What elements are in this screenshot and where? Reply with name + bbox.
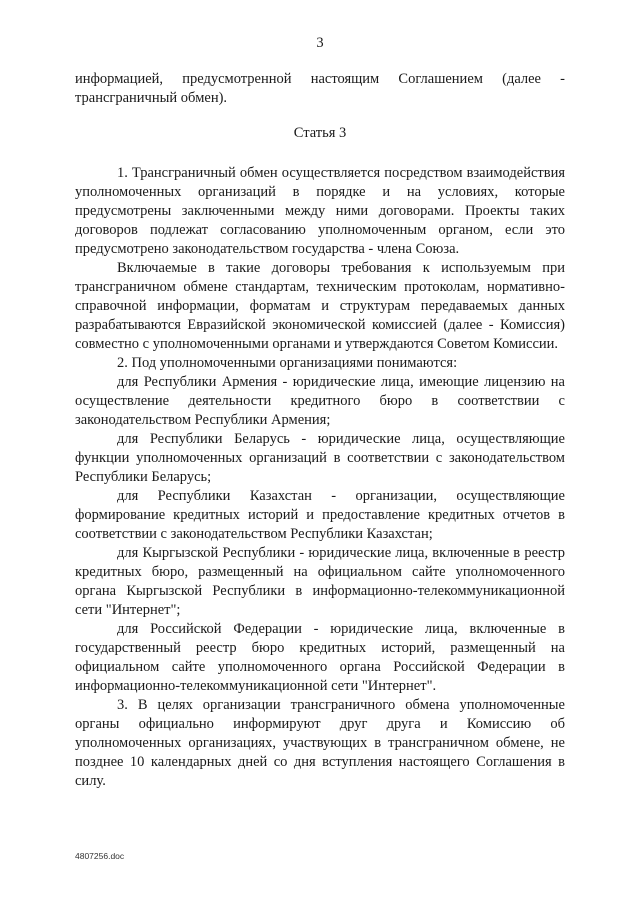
article-heading: Статья 3 (293, 125, 347, 141)
paragraph-intro: информацией, предусмотренной настоящим Соглашением (далее - трансграничный обмен). (75, 71, 565, 106)
paragraph-kazakhstan: для Республики Казахстан - организации, осуществляющие формирование кредитных историй и предоставление кредитных отчетов в соответствии с законодательством Республики Казахстан; (75, 488, 565, 542)
paragraph-armenia: для Республики Армения - юридические лица, имеющие лицензию на осуществление деятельности кредитного бюро в соответствии с законодательством Республики Армения; (75, 374, 565, 428)
paragraph-3: 3. В целях организации трансграничного обмена уполномоченные органы официально информируют друг друга и Комиссию об уполномоченных организациях, участвующих в трансграничном обмене, не позднее 10 календарных дней со дня вступления настоящего Соглашения в силу. (75, 697, 565, 789)
document-body (75, 70, 565, 791)
paragraph-2: 2. Под уполномоченными организациями понимаются: (117, 355, 458, 371)
file-name-footer: 4807256.doc (75, 851, 125, 861)
paragraph-requirements: Включаемые в такие договоры требования к используемым при трансграничном обмене стандартам, техническим протоколам, нормативно-справочной информации, форматам и структурам передаваемых данных разрабатываются Евразийской экономической комиссией (далее - Комиссия) совместно с уполномоченными органами и утверждаются Советом Комиссии. (75, 260, 565, 352)
paragraph-russia: для Российской Федерации - юридические лица, включенные в государственный реестр бюро кредитных историй, размещенный на официальном сайте уполномоченного органа Российской Федерации в информационно-телекоммуникационной сети "Интернет". (75, 621, 565, 694)
paragraph-1: 1. Трансграничный обмен осуществляется посредством взаимодействия уполномоченных организаций в порядке и на условиях, которые предусмотрены заключенными между ними договорами. Проекты таких договоров подлежат согласованию уполномоченным органом, если это предусмотрено законодательством государства - члена Союза. (75, 165, 565, 257)
paragraph-kyrgyzstan: для Кыргызской Республики - юридические лица, включенные в реестр кредитных бюро, размещенный на официальном сайте уполномоченного органа Кыргызской Республики в информационно-телекоммуникационной сети "Интернет"; (75, 545, 565, 618)
page-number: 3 (316, 35, 324, 51)
paragraph-belarus: для Республики Беларусь - юридические лица, осуществляющие функции уполномоченных организаций в соответствии с законодательством Республики Беларусь; (75, 431, 565, 485)
